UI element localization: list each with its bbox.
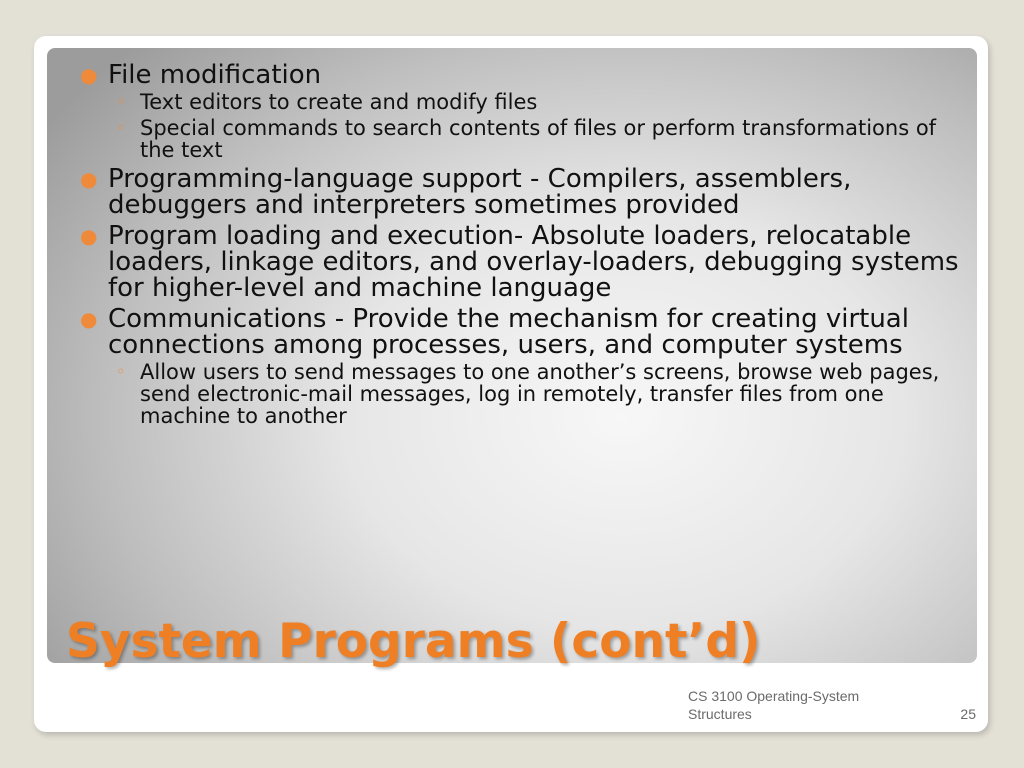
sub-bullet-icon: ◦ [116, 92, 126, 111]
bullet-icon: ● [80, 63, 98, 87]
bullet-item [80, 306, 960, 427]
bullet-item [80, 223, 960, 301]
sub-bullet-text: Special commands to search contents of files or perform transformations of the text [140, 116, 937, 162]
page-number: 25 [960, 706, 976, 722]
bullet-item [80, 62, 960, 161]
bullet-text: Program loading and execution- Absolute loaders, relocatable loaders, linkage editors, and overlay-loaders, debugging systems for higher-level and machine language [108, 221, 959, 303]
sub-bullet-text: Text editors to create and modify files [140, 90, 538, 114]
bullet-icon: ● [80, 167, 98, 191]
bullet-list [80, 62, 960, 427]
footer-course-label: CS 3100 Operating-System Structures [688, 688, 860, 722]
slide-title: System Programs (cont’d) [66, 614, 761, 669]
sub-bullet-item [108, 91, 960, 113]
sub-bullet-item [108, 117, 960, 161]
bullet-text: Programming-language support - Compilers, assemblers, debuggers and interpreters sometimes provided [108, 164, 852, 220]
sub-bullet-list [108, 361, 960, 427]
bullet-icon: ● [80, 224, 98, 248]
sub-bullet-icon: ◦ [116, 362, 126, 381]
bullet-item [80, 166, 960, 218]
sub-bullet-icon: ◦ [116, 118, 126, 137]
bullet-text: File modification [108, 60, 322, 90]
bullet-icon: ● [80, 307, 98, 331]
sub-bullet-text: Allow users to send messages to one another’s screens, browse web pages, send electronic-mail messages, log in remotely, transfer files from one machine to another [140, 360, 940, 428]
bullet-text: Communications - Provide the mechanism for creating virtual connections among processes, users, and computer systems [108, 304, 909, 360]
sub-bullet-item [108, 361, 960, 427]
sub-bullet-list [108, 91, 960, 161]
